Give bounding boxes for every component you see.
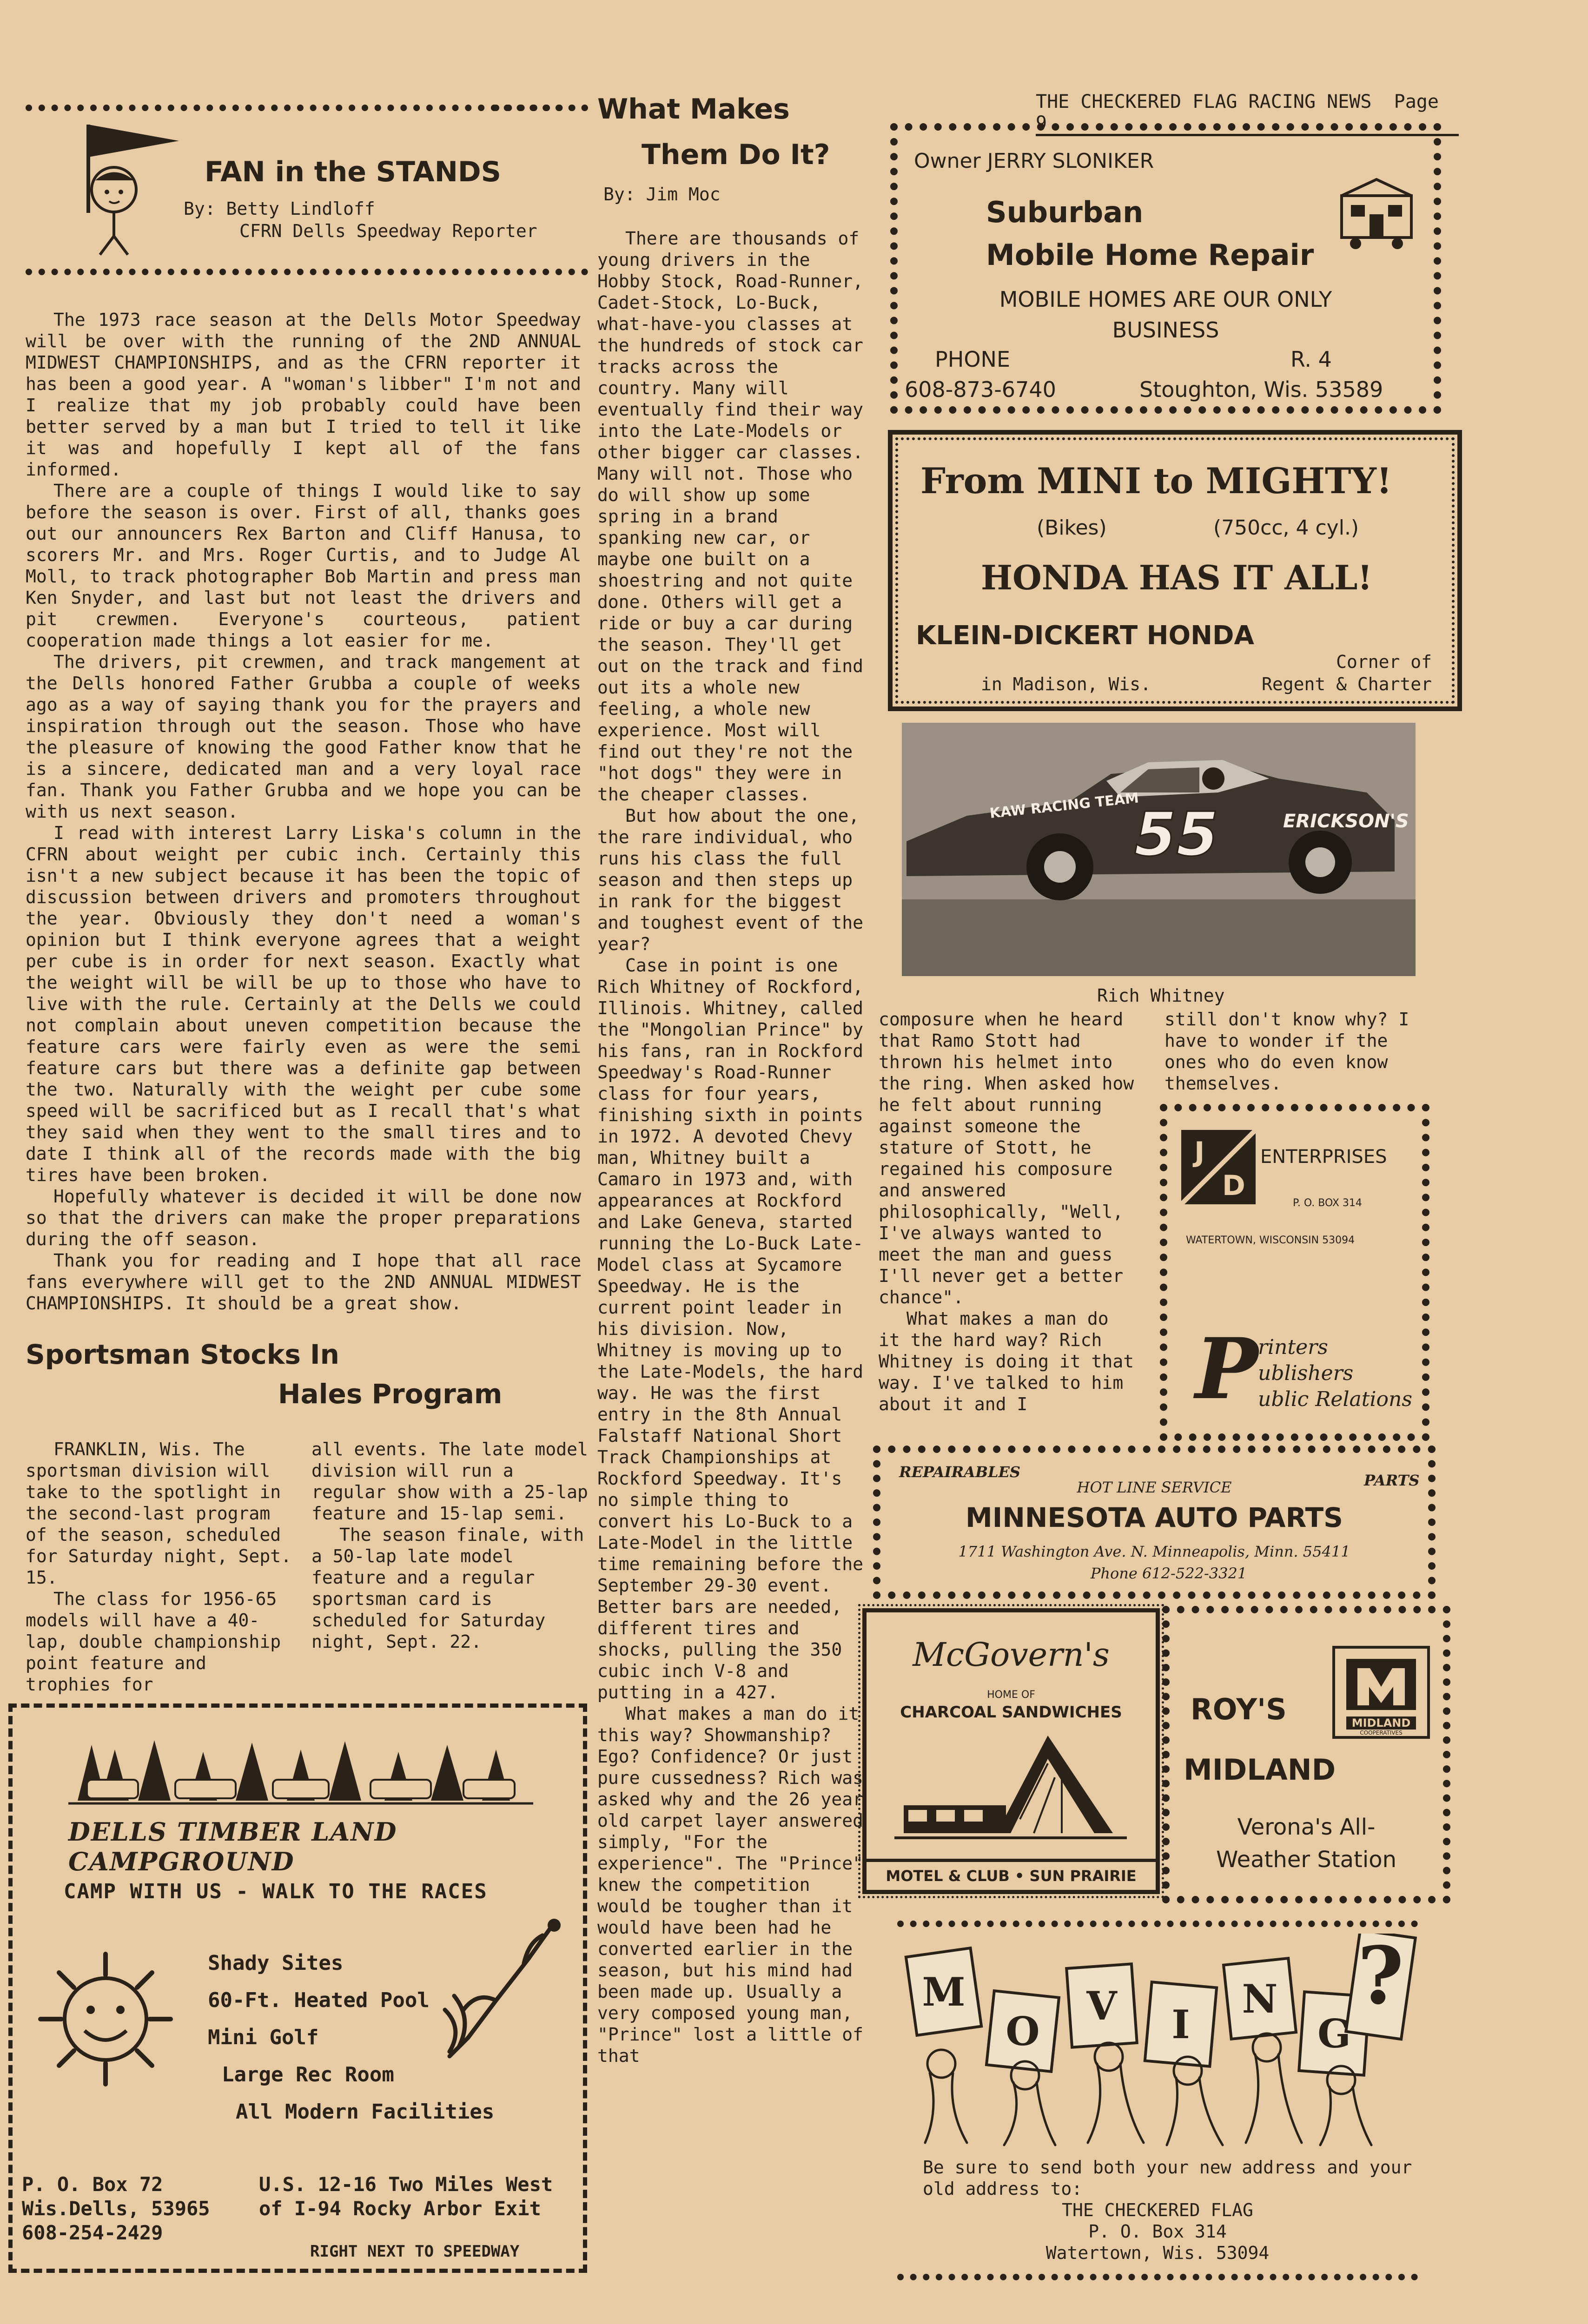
campground-ad (8, 1703, 587, 2273)
minnesota-right: PARTS (1364, 1472, 1420, 1489)
honda-headline: From MINI to MIGHTY! (920, 460, 1392, 502)
fan-byline: By: Betty Lindloff CFRN Dells Speedway Reporter (184, 198, 537, 241)
minnesota-auto-parts-ad (873, 1446, 1436, 1599)
diver-icon (436, 1917, 570, 2066)
race-car-photo (902, 723, 1416, 976)
suburban-ad (890, 123, 1441, 414)
jd-script-p-icon: P (1195, 1320, 1258, 1418)
suburban-name: Suburban Mobile Home Repair (986, 195, 1314, 272)
whitney-title-2: Them Do It? (642, 139, 830, 171)
honda-corner: Corner of Regent & Charter (1261, 652, 1432, 694)
honda-city: in Madison, Wis. (981, 674, 1151, 694)
minnesota-hotline: HOT LINE SERVICE (1077, 1479, 1232, 1496)
campground-name: DELLS TIMBER LAND CAMPGROUND (68, 1817, 397, 1876)
whitney-title-rule (493, 105, 588, 111)
photo-caption: Rich Whitney (1097, 985, 1225, 1006)
pennant-girl-icon (79, 120, 191, 259)
whitney-col-1: There are thousands of young drivers in the Hobby Stock, Road-Runner, Cadet-Stock, Lo-Buck, what-have-you classes at the hundreds of stock car tracks across the country. Many will eventually find their way into the Late-Models or other bigger car classes. Many will not. Those who do will show up some spring in a brand spanking new car, or maybe one built on a shoestring and not quite done. Others will get a ride or buy a car during the season. They'll get out on the track and find out its a whole new feeling, a whole new experience. Most will find out they're not the "hot dogs" they were in the cheaper classes. But how about the one, the rare individual, who runs his class the full season and then steps up in rank for the biggest and toughest event of the year? Case in point is one Rich Whitney of Rockford, Illinois. Whitney, called the "Mongolian Prince" by his fans, ran in Rockford Speedway's Road-Runner class for four years, finishing sixth in points in 1972. A devoted Chevy man, Whitney built a Camaro in 1973 and, with appearances at Rockford and Lake Geneva, started running the Lo-Buck Late-Model class at Sycamore Speedway. He is the current point leader in his division. Now, Whitney is moving up to the Late-Models, the hard way. He was the first entry in the 8th Annual Falstaff National Short Track Championships at Rockford Speedway. It's no simple thing to convert his Lo-Buck to a Late-Model in the little time remaining before the September 29-30 event. Better bars are needed, different tires and shocks, pulling the 350 cubic inch V-8 and putting in a 427. What makes a man do it this way? Showmanship? Ego? Confidence? Or just pure cussedness? Rich was asked why and the 26 year old carpet layer answered simply, "For the experience". The "Prince" knew the competition would be tougher than it would have been had he converted earlier in the season, but his mind had been made up. Usually a very composed young man, "Prince" lost a little of that (597, 228, 863, 2066)
suburban-slogan: MOBILE HOMES ARE OUR ONLY BUSINESS (999, 287, 1332, 343)
minnesota-address: 1711 Washington Ave. N. Minneapolis, Minn. 55411 (958, 1543, 1350, 1560)
masthead: THE CHECKERED FLAG RACING NEWS Page 9 (1036, 91, 1459, 136)
moving-letter-m: M (922, 1969, 966, 2015)
jd-name: ENTERPRISES (1260, 1146, 1387, 1168)
suburban-city: Stoughton, Wis. 53589 (1139, 377, 1383, 402)
moving-letter-n: N (1242, 1976, 1278, 2022)
jd-services: rinters ublishers ublic Relations (1258, 1335, 1412, 1411)
car-number: 55 (1134, 799, 1218, 870)
moving-letter-v: V (1086, 1983, 1117, 2029)
sportsman-title-1: Sportsman Stocks In (26, 1339, 339, 1370)
jd-box: P. O. BOX 314 (1293, 1197, 1362, 1209)
mobile-home-icon (1335, 177, 1418, 251)
moving-letter-i: I (1171, 2001, 1190, 2047)
whitney-title-1: What Makes (597, 93, 790, 125)
moving-bottom-rule (897, 2274, 1418, 2280)
moving-instructions: Be sure to send both your new address and your old address to: (923, 2157, 1412, 2199)
svg-text:J: J (1194, 1136, 1205, 1169)
mcgovern-product: CHARCOAL SANDWICHES (900, 1703, 1122, 1722)
honda-bikes: (Bikes) (1037, 516, 1107, 540)
whitney-col-2: composure when he heard that Ramo Stott had thrown his helmet into the ring. When asked how he felt about running against someone the stature of Stott, he regained his composure and answered philosophically, "Well, I've always wanted to meet the man and guess I'll never get a better chance". What makes a man do it the hard way? Rich Whitney is doing it that way. I've talked to him about it and I (879, 1009, 1134, 1414)
fan-column-title: FAN in the STANDS (205, 156, 501, 188)
moving-letter-g: G (1317, 2011, 1351, 2057)
mcgovern-ad (862, 1608, 1160, 1894)
campground-footer: RIGHT NEXT TO SPEEDWAY (310, 2242, 520, 2261)
sportsman-col-2: all events. The late model division will run a regular show with a 25-lap feature and 15-lap semi. The season finale, with a 50-lap late model feature and a regular sportsman card is scheduled for Saturday night, Sept. 22. (311, 1439, 588, 1652)
car-team-lettering: KAW RACING TEAM (989, 790, 1140, 822)
jd-enterprises-ad (1160, 1104, 1429, 1441)
campground-directions: U.S. 12-16 Two Miles West of I-94 Rocky Arbor Exit (259, 2173, 553, 2220)
moving-illustration (902, 1934, 1423, 2152)
suburban-phone: 608-873-6740 (905, 377, 1056, 402)
sportsman-col-1: FRANKLIN, Wis. The sportsman division will take to the spotlight in the second-last program of the season, scheduled for Saturday night, Sept. 15. The class for 1956-65 models will have a 40-lap, double championship point feature and trophies for (26, 1439, 291, 1695)
moving-letter-o: O (1006, 2008, 1040, 2054)
mcgovern-name: McGovern's (913, 1636, 1110, 1674)
moving-address: THE CHECKERED FLAG P. O. Box 314 Watertown, Wis. 53094 (1045, 2200, 1270, 2263)
svg-text:D: D (1222, 1169, 1245, 1202)
roys-name-1: ROY'S (1191, 1692, 1287, 1726)
whitney-byline: By: Jim Moc (603, 184, 721, 205)
mcgovern-footer: MOTEL & CLUB • SUN PRAIRIE (886, 1867, 1137, 1885)
midland-logo-text: MIDLAND (1346, 1717, 1416, 1730)
honda-ad (888, 430, 1462, 711)
midland-logo (1332, 1646, 1430, 1739)
campground-tagline: CAMP WITH US - WALK TO THE RACES (64, 1880, 488, 1903)
honda-spec: (750cc, 4 cyl.) (1213, 516, 1359, 540)
roys-tagline: Verona's All- Weather Station (1216, 1814, 1396, 1873)
minnesota-name: MINNESOTA AUTO PARTS (966, 1502, 1343, 1533)
trees-trailers-icon (68, 1736, 533, 1805)
motel-building-icon (894, 1726, 1127, 1842)
suburban-route: R. 4 (1290, 347, 1332, 372)
minnesota-phone: Phone 612-522-3321 (1090, 1565, 1247, 1582)
suburban-owner: Owner JERRY SLONIKER (914, 149, 1154, 173)
minnesota-left: REPAIRABLES (899, 1463, 1020, 1481)
roys-name-2: MIDLAND (1184, 1753, 1336, 1787)
jd-logo (1181, 1130, 1256, 1204)
mcgovern-home-of: HOME OF (987, 1689, 1035, 1701)
fan-bottom-rule (26, 269, 588, 275)
honda-slogan: HONDA HAS IT ALL! (981, 558, 1372, 597)
campground-address: P. O. Box 72 Wis.Dells, 53965 608-254-2429 (22, 2173, 210, 2244)
suburban-phone-label: PHONE (935, 347, 1011, 372)
jd-city: WATERTOWN, WISCONSIN 53094 (1186, 1235, 1355, 1246)
campground-features: Shady Sites 60-Ft. Heated Pool Mini Golf Large Rec Room All Modern Facilities (208, 1951, 495, 2124)
roys-midland-ad (1162, 1606, 1450, 1903)
midland-logo-sub: COOPERATIVES (1360, 1730, 1403, 1736)
fan-column-body: The 1973 race season at the Dells Motor Speedway will be over with the running of the 2ND ANNUAL MIDWEST CHAMPIONSHIPS, and as the CFRN reporter it has been a good year. A "woman's libber" I'm not and I realize that my job probably could have been better served by a man but I tried to tell it like it was and hopefully I kept all of the fans informed. There are a couple of things I would like to say before the season is over. First of all, thanks goes out our announcers Rex Barton and Cliff Hanusa, to scorers Mr. and Mrs. Roger Curtis, and to Judge Al Moll, to track photographer Bob Martin and press man Ken Snyder, and last but not least the drivers and pit crewmen. Everyone's courteous, patient cooperation made things a lot easier for me. The drivers, pit crewmen, and track mangement at the Dells honored Father Grubba a couple of weeks ago as a way of saying thank you for the prayers and inspiration through out the season. Those who have the pleasure of knowing the good Father know that he is a sincere, dedicated man and a very loyal race fan. Thank you Father Grubba and we hope you can be with us next season. I read with interest Larry Liska's column in the CFRN about weight per cubic inch. Certainly this isn't a new subject because it has been the topic of discussion between drivers and promoters throughout the year. Obviously they don't need a woman's opinion but I think everyone agrees that a weight per cube is in order for next season. Exactly what the weight will be will be up to those who have to live with the rule. Certainly at the Dells we could not complain about uneven competition because the feature cars were fairly even as were the semi feature cars but there was a definite gap between the two. Naturally with the weight per cube some speed will be sacrificed but as I recall that's what they said when they went to the small tires and to date I think all of the records made with the big tires have been broken. Hopefully whatever is decided it will be done now so that the drivers can make the proper preparations during the off season. Thank you for reading and I hope that all race fans everywhere will get to the 2ND ANNUAL MIDWEST CHAMPIONSHIPS. It should be a great show. (26, 310, 581, 1314)
honda-dealer: KLEIN-DICKERT HONDA (916, 621, 1254, 651)
car-sponsor-lettering: ERICKSON'S (1283, 811, 1409, 832)
moving-top-rule (897, 1921, 1418, 1927)
whitney-col-3: still don't know why? I have to wonder if the ones who do even know themselves. (1165, 1009, 1409, 1094)
moving-question-mark: ? (1357, 1934, 1404, 2022)
sun-icon (36, 1949, 175, 2089)
sportsman-title-2: Hales Program (278, 1378, 503, 1410)
